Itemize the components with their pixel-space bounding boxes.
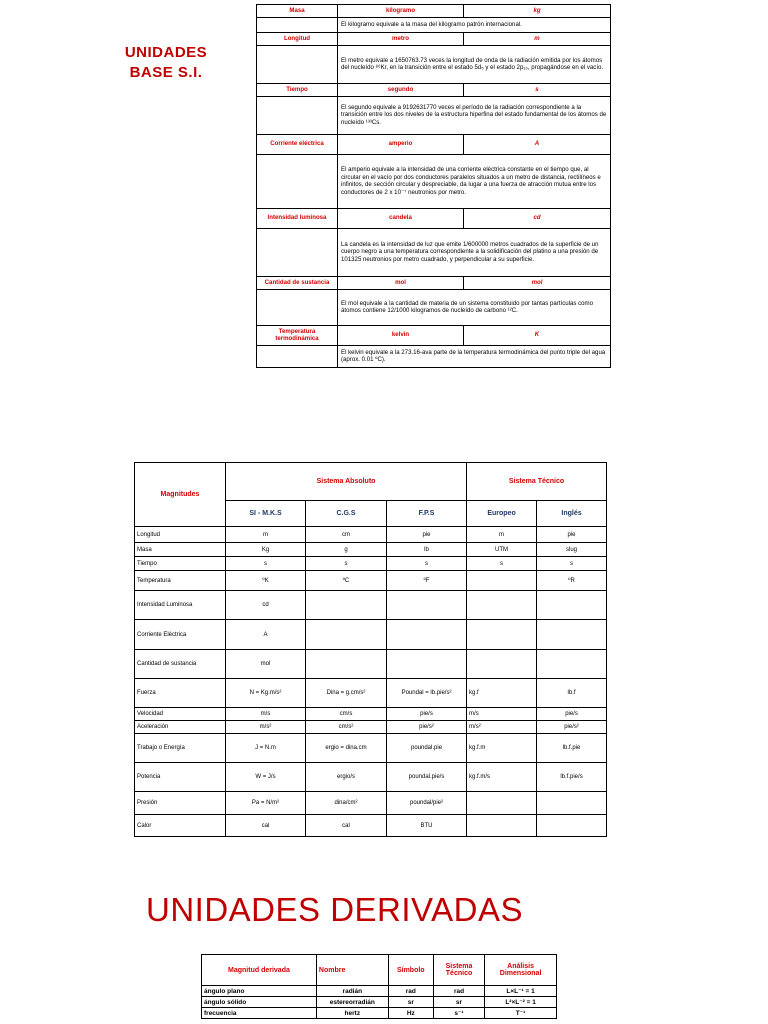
derived-units-table — [201, 954, 557, 1019]
unit-cell: g — [306, 543, 387, 557]
unit-cell: ºF — [387, 571, 467, 591]
base-magnitude: Temperatura termodinámica — [257, 325, 338, 345]
systems-row — [135, 620, 607, 650]
unit-cell: m/s² — [226, 721, 306, 734]
systems-row — [135, 527, 607, 543]
unit-cell: kg.f.m/s — [467, 763, 537, 792]
unit-cell — [537, 815, 607, 837]
systems-row — [135, 557, 607, 571]
base-blank-cell — [257, 154, 338, 208]
systems-row — [135, 792, 607, 815]
derived-cell: L²×L⁻² = 1 — [485, 997, 557, 1008]
unit-cell: s — [537, 557, 607, 571]
unit-cell: pie — [537, 527, 607, 543]
unit-cell: pie/s — [387, 708, 467, 721]
systems-row — [135, 815, 607, 837]
base-unit-header-row — [257, 208, 611, 228]
base-units-title — [118, 43, 214, 83]
systems-row — [135, 763, 607, 792]
base-units-table — [256, 4, 611, 368]
unit-cell: s — [306, 557, 387, 571]
base-unit-definition-row — [257, 18, 611, 33]
unit-cell — [387, 591, 467, 620]
base-magnitude: Corriente eléctrica — [257, 134, 338, 154]
base-unit-definition: El amperio equivale a la intensidad de una corriente eléctrica constante en el tiempo que, al circular en el vacío por dos conductores paralelos situados a un metro de distancia, rectilíneos e infinitos, de sección circular y despreciable, da lugar a una fuerza de atracción mutua entre los conductores de 2 x 10⁻⁷ neutronios por metro. — [338, 154, 611, 208]
unit-cell — [387, 650, 467, 679]
magnitude-name: Intensidad Luminosa — [135, 591, 226, 620]
base-unit-header-row — [257, 83, 611, 96]
unit-cell — [306, 650, 387, 679]
subheader-europeo: Europeo — [467, 501, 537, 527]
magnitude-name: Trabajo o Energía — [135, 734, 226, 763]
unit-cell — [467, 620, 537, 650]
derived-cell: Hz — [388, 1008, 433, 1019]
base-unit-definition-row — [257, 345, 611, 367]
derived-header-row — [202, 955, 557, 986]
base-unit-symbol: K — [464, 325, 611, 345]
derived-units-title: UNIDADES DERIVADAS — [146, 891, 523, 928]
systems-row — [135, 679, 607, 708]
unit-cell: Poundal = lb.pie/s² — [387, 679, 467, 708]
magnitude-name: Tiempo — [135, 557, 226, 571]
base-unit-definition: La candela es la intensidad de luz que emite 1/600000 metros cuadrados de la superficie de un cuerpo negro a una temperatura correspondiente a la solidificación del platino a una presión de 101325 neutronios por metro cuadrado, y perpendicular a su superficie. — [338, 228, 611, 276]
derived-cell: estereorradián — [316, 997, 388, 1008]
derived-header-simbolo: Símbolo — [388, 955, 433, 986]
base-unit-definition: El mol equivale a la cantidad de materia de un sistema constituido por tantas partículas como átomos contiene 12/1000 kilogramos de nucleído de carbono ¹²C. — [338, 289, 611, 325]
base-unit-name: amperio — [338, 134, 464, 154]
unit-cell: W = J/s — [226, 763, 306, 792]
base-unit-symbol: A — [464, 134, 611, 154]
unit-cell: poundal/pie² — [387, 792, 467, 815]
unit-cell: s — [226, 557, 306, 571]
unit-cell — [537, 620, 607, 650]
unit-cell — [306, 620, 387, 650]
header-magnitudes: Magnitudes — [135, 463, 226, 527]
unit-cell — [306, 591, 387, 620]
unit-cell: ergio = dina.cm — [306, 734, 387, 763]
base-unit-symbol: mol — [464, 276, 611, 289]
header-sistema-absoluto: Sistema Absoluto — [226, 463, 467, 501]
unit-cell: BTU — [387, 815, 467, 837]
derived-header-magnitud: Magnitud derivada — [202, 955, 317, 986]
magnitude-name: Presión — [135, 792, 226, 815]
base-blank-cell — [257, 228, 338, 276]
base-blank-cell — [257, 289, 338, 325]
base-unit-name: metro — [338, 32, 464, 45]
derived-cell: rad — [433, 986, 484, 997]
base-blank-cell — [257, 18, 338, 33]
magnitude-name: Potencia — [135, 763, 226, 792]
magnitude-name: Velocidad — [135, 708, 226, 721]
base-unit-definition-row — [257, 289, 611, 325]
unit-cell: cd — [226, 591, 306, 620]
base-unit-name: segundo — [338, 83, 464, 96]
unit-cell: Kg — [226, 543, 306, 557]
unit-cell — [537, 792, 607, 815]
base-blank-cell — [257, 96, 338, 134]
base-unit-symbol: kg — [464, 5, 611, 18]
derived-cell: sr — [433, 997, 484, 1008]
derived-cell: frecuencia — [202, 1008, 317, 1019]
base-blank-cell — [257, 45, 338, 83]
base-magnitude: Tiempo — [257, 83, 338, 96]
unit-cell: J = N.m — [226, 734, 306, 763]
unit-cell — [467, 650, 537, 679]
base-unit-name: candela — [338, 208, 464, 228]
unit-cell: mol — [226, 650, 306, 679]
unit-cell: cm — [306, 527, 387, 543]
unit-cell: lb.f.pie — [537, 734, 607, 763]
base-magnitude: Intensidad luminosa — [257, 208, 338, 228]
derived-cell: ángulo sólido — [202, 997, 317, 1008]
systems-row — [135, 571, 607, 591]
derived-cell: T⁻¹ — [485, 1008, 557, 1019]
magnitude-name: Fuerza — [135, 679, 226, 708]
unit-cell: kg.f.m — [467, 734, 537, 763]
magnitude-name: Corriente Eléctrica — [135, 620, 226, 650]
unit-cell: pie/s — [537, 708, 607, 721]
base-unit-symbol: s — [464, 83, 611, 96]
magnitude-name: Calor — [135, 815, 226, 837]
derived-header-nombre: Nombre — [316, 955, 388, 986]
base-unit-definition: El kelvin equivale a la 273.16-ava parte de la temperatura termodinámica del punto triple del agua (aprox. 0.01 ºC). — [338, 345, 611, 367]
base-unit-symbol: m — [464, 32, 611, 45]
base-unit-header-row — [257, 32, 611, 45]
unit-cell: ergio/s — [306, 763, 387, 792]
unit-cell: ºC — [306, 571, 387, 591]
base-magnitude: Longitud — [257, 32, 338, 45]
base-blank-cell — [257, 345, 338, 367]
magnitude-name: Cantidad de sustancia — [135, 650, 226, 679]
unit-cell — [467, 815, 537, 837]
derived-row — [202, 997, 557, 1008]
unit-cell: Pa = N/m² — [226, 792, 306, 815]
systems-row — [135, 591, 607, 620]
base-unit-header-row — [257, 276, 611, 289]
unit-cell: m/s² — [467, 721, 537, 734]
unit-cell: kg.f — [467, 679, 537, 708]
base-unit-definition: El metro equivale a 1650763.73 veces la longitud de onda de la radiación emitida por los átomos del nucleído ⁸⁶Kr, en la transición entre el estado 5d₅ y el estado 2p₁₀, propagándose en el vacío. — [338, 45, 611, 83]
magnitude-name: Masa — [135, 543, 226, 557]
unit-cell: m — [467, 527, 537, 543]
unit-cell — [467, 571, 537, 591]
systems-row — [135, 650, 607, 679]
base-title-line1: UNIDADES — [124, 44, 208, 61]
base-unit-definition-row — [257, 96, 611, 134]
unit-cell: pie/s² — [387, 721, 467, 734]
derived-header-analisis: Análisis Dimensional — [485, 955, 557, 986]
base-title-line2: BASE S.I. — [129, 64, 203, 81]
derived-header-sistema-tecnico: Sistema Técnico — [433, 955, 484, 986]
unit-cell: lb.f — [537, 679, 607, 708]
unit-cell: slug — [537, 543, 607, 557]
base-unit-name: kelvin — [338, 325, 464, 345]
unit-cell: s — [467, 557, 537, 571]
unit-cell: Dina = g.cm/s² — [306, 679, 387, 708]
unit-cell: m/s — [226, 708, 306, 721]
unit-cell: poundal.pie/s — [387, 763, 467, 792]
unit-cell — [537, 650, 607, 679]
header-sistema-tecnico: Sistema Técnico — [467, 463, 607, 501]
unit-cell — [467, 792, 537, 815]
unit-cell: lb — [387, 543, 467, 557]
unit-cell: pie — [387, 527, 467, 543]
base-unit-definition: El kilogramo equivale a la masa del kilogramo patrón internacional. — [338, 18, 611, 33]
unit-cell: cal — [226, 815, 306, 837]
derived-cell: sr — [388, 997, 433, 1008]
unit-cell: ºK — [226, 571, 306, 591]
base-unit-name: mol — [338, 276, 464, 289]
unit-cell: UTM — [467, 543, 537, 557]
base-unit-definition-row — [257, 45, 611, 83]
systems-header-row — [135, 463, 607, 501]
unit-systems-table — [134, 462, 607, 837]
subheader-cgs: C.G.S — [306, 501, 387, 527]
unit-cell: s — [387, 557, 467, 571]
derived-cell: L×L⁻¹ = 1 — [485, 986, 557, 997]
derived-row — [202, 986, 557, 997]
base-unit-header-row — [257, 5, 611, 18]
derived-cell: radián — [316, 986, 388, 997]
base-unit-definition-row — [257, 228, 611, 276]
systems-row — [135, 721, 607, 734]
unit-cell: A — [226, 620, 306, 650]
unit-cell: pie/s² — [537, 721, 607, 734]
unit-cell: cm/s — [306, 708, 387, 721]
systems-row — [135, 734, 607, 763]
magnitude-name: Temperatura — [135, 571, 226, 591]
base-unit-name: kilogramo — [338, 5, 464, 18]
systems-row — [135, 543, 607, 557]
unit-cell: m/s — [467, 708, 537, 721]
unit-cell — [387, 620, 467, 650]
unit-cell: m — [226, 527, 306, 543]
base-magnitude: Cantidad de sustancia — [257, 276, 338, 289]
magnitude-name: Aceleración — [135, 721, 226, 734]
derived-cell: ángulo plano — [202, 986, 317, 997]
unit-cell: N = Kg.m/s² — [226, 679, 306, 708]
subheader-ingles: Inglés — [537, 501, 607, 527]
base-unit-header-row — [257, 325, 611, 345]
magnitude-name: Longitud — [135, 527, 226, 543]
derived-cell: s⁻¹ — [433, 1008, 484, 1019]
base-unit-definition-row — [257, 154, 611, 208]
unit-cell — [537, 591, 607, 620]
unit-cell: poundal.pie — [387, 734, 467, 763]
base-magnitude: Masa — [257, 5, 338, 18]
base-unit-definition: El segundo equivale a 9192631770 veces el período de la radiación correspondiente a la transición entre los dos niveles de la estructura hiperfina del estado fundamental de los átomos de nucleído ¹³³Cs. — [338, 96, 611, 134]
unit-cell: lb.f.pie/s — [537, 763, 607, 792]
unit-cell: cm/s² — [306, 721, 387, 734]
subheader-si-mks: SI - M.K.S — [226, 501, 306, 527]
derived-row — [202, 1008, 557, 1019]
derived-cell: rad — [388, 986, 433, 997]
unit-cell: dina/cm² — [306, 792, 387, 815]
unit-cell: cal — [306, 815, 387, 837]
unit-cell: ºR — [537, 571, 607, 591]
subheader-fps: F.P.S — [387, 501, 467, 527]
systems-row — [135, 708, 607, 721]
derived-cell: hertz — [316, 1008, 388, 1019]
base-unit-symbol: cd — [464, 208, 611, 228]
unit-cell — [467, 591, 537, 620]
base-unit-header-row — [257, 134, 611, 154]
